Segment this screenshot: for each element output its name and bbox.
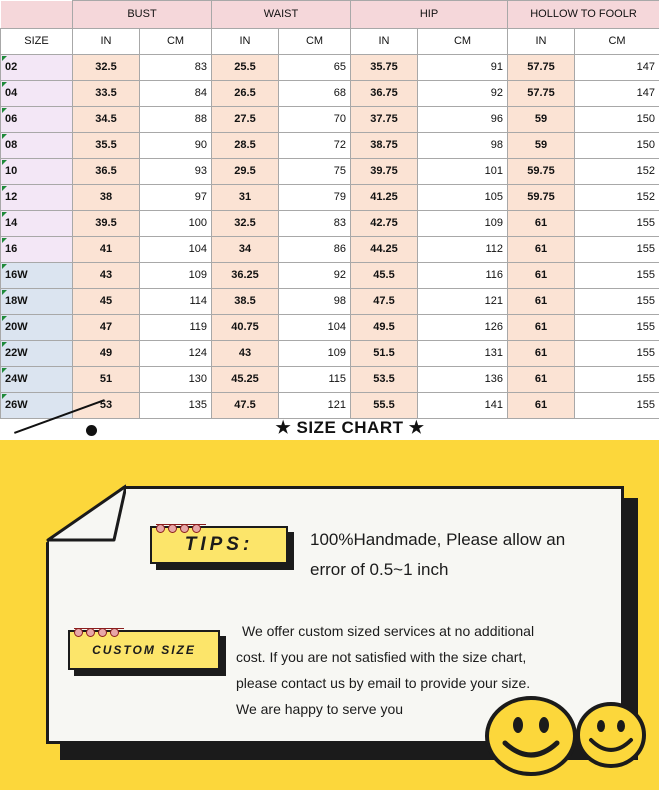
waist-cm-cell: 92	[279, 263, 351, 289]
table-row	[1, 211, 659, 237]
unit-header-cm: CM	[575, 29, 659, 55]
size-cell: 16	[1, 237, 73, 263]
bust-cm-cell: 124	[140, 341, 212, 367]
hollow-cm-cell: 150	[575, 133, 659, 159]
hollow-in-cell: 61	[508, 211, 575, 237]
bust-in-cell: 47	[73, 315, 140, 341]
hollow-cm-cell: 152	[575, 159, 659, 185]
hip-in-cell: 49.5	[351, 315, 418, 341]
bust-in-cell: 36.5	[73, 159, 140, 185]
waist-cm-cell: 75	[279, 159, 351, 185]
table-row	[1, 289, 659, 315]
table-row	[1, 133, 659, 159]
unit-header-in: IN	[73, 29, 140, 55]
hollow-cm-cell: 155	[575, 393, 659, 419]
waist-in-cell: 32.5	[212, 211, 279, 237]
bust-cm-cell: 100	[140, 211, 212, 237]
custom-text-line: please contact us by email to provide your size.	[236, 675, 531, 691]
bust-cm-cell: 84	[140, 81, 212, 107]
unit-header-in: IN	[508, 29, 575, 55]
star-icon: ★	[275, 418, 292, 437]
hip-in-cell: 37.75	[351, 107, 418, 133]
hip-in-cell: 35.75	[351, 55, 418, 81]
hip-cm-cell: 98	[418, 133, 508, 159]
hip-in-cell: 42.75	[351, 211, 418, 237]
hollow-cm-cell: 155	[575, 315, 659, 341]
bust-cm-cell: 114	[140, 289, 212, 315]
size-cell: 16W	[1, 263, 73, 289]
waist-cm-cell: 65	[279, 55, 351, 81]
hip-in-cell: 41.25	[351, 185, 418, 211]
custom-size-badge-label: CUSTOM SIZE	[92, 643, 196, 657]
bust-cm-cell: 104	[140, 237, 212, 263]
table-row	[1, 393, 659, 419]
hip-cm-cell: 96	[418, 107, 508, 133]
hollow-in-cell: 61	[508, 341, 575, 367]
bust-cm-cell: 88	[140, 107, 212, 133]
hollow-in-cell: 59.75	[508, 159, 575, 185]
table-row	[1, 159, 659, 185]
hollow-in-cell: 61	[508, 263, 575, 289]
bust-cm-cell: 93	[140, 159, 212, 185]
bust-in-cell: 33.5	[73, 81, 140, 107]
unit-header-cm: CM	[418, 29, 508, 55]
table-row	[1, 341, 659, 367]
bust-in-cell: 41	[73, 237, 140, 263]
hollow-in-cell: 61	[508, 393, 575, 419]
bust-in-cell: 43	[73, 263, 140, 289]
size-cell: 24W	[1, 367, 73, 393]
size-chart-title-text: SIZE CHART	[296, 418, 404, 437]
group-header-waist: WAIST	[212, 1, 351, 29]
waist-in-cell: 45.25	[212, 367, 279, 393]
waist-cm-cell: 115	[279, 367, 351, 393]
table-row	[1, 367, 659, 393]
unit-header-cm: CM	[279, 29, 351, 55]
hip-cm-cell: 92	[418, 81, 508, 107]
tips-text-line: error of 0.5~1 inch	[310, 560, 449, 579]
size-cell: 12	[1, 185, 73, 211]
custom-text-line: cost. If you are not satisfied with the size chart,	[236, 649, 527, 665]
waist-in-cell: 28.5	[212, 133, 279, 159]
hollow-in-cell: 61	[508, 367, 575, 393]
waist-cm-cell: 70	[279, 107, 351, 133]
size-cell: 22W	[1, 341, 73, 367]
bust-in-cell: 49	[73, 341, 140, 367]
bust-in-cell: 39.5	[73, 211, 140, 237]
table-row	[1, 107, 659, 133]
waist-in-cell: 40.75	[212, 315, 279, 341]
hip-cm-cell: 109	[418, 211, 508, 237]
waist-in-cell: 36.25	[212, 263, 279, 289]
bust-in-cell: 51	[73, 367, 140, 393]
size-cell: 02	[1, 55, 73, 81]
table-row	[1, 185, 659, 211]
hip-cm-cell: 141	[418, 393, 508, 419]
size-cell: 08	[1, 133, 73, 159]
hip-cm-cell: 112	[418, 237, 508, 263]
waist-cm-cell: 72	[279, 133, 351, 159]
hip-in-cell: 47.5	[351, 289, 418, 315]
tips-badge-label: TIPS:	[184, 534, 254, 555]
waist-in-cell: 26.5	[212, 81, 279, 107]
hip-in-cell: 44.25	[351, 237, 418, 263]
waist-cm-cell: 104	[279, 315, 351, 341]
table-row	[1, 55, 659, 81]
hollow-in-cell: 61	[508, 237, 575, 263]
custom-size-badge	[68, 630, 228, 676]
unit-header-cm: CM	[140, 29, 212, 55]
hollow-cm-cell: 155	[575, 237, 659, 263]
hip-cm-cell: 131	[418, 341, 508, 367]
waist-in-cell: 47.5	[212, 393, 279, 419]
group-header-hip: HIP	[351, 1, 508, 29]
waist-in-cell: 31	[212, 185, 279, 211]
table-corner-blank	[1, 1, 73, 29]
hollow-cm-cell: 147	[575, 55, 659, 81]
hollow-cm-cell: 155	[575, 263, 659, 289]
bust-in-cell: 45	[73, 289, 140, 315]
hip-in-cell: 45.5	[351, 263, 418, 289]
unit-header-in: IN	[212, 29, 279, 55]
bust-cm-cell: 83	[140, 55, 212, 81]
waist-cm-cell: 86	[279, 237, 351, 263]
hollow-cm-cell: 155	[575, 289, 659, 315]
hip-in-cell: 53.5	[351, 367, 418, 393]
size-cell: 10	[1, 159, 73, 185]
hollow-in-cell: 61	[508, 315, 575, 341]
hollow-in-cell: 59	[508, 107, 575, 133]
group-header-bust: BUST	[73, 1, 212, 29]
size-column-header: SIZE	[1, 29, 73, 55]
size-cell: 20W	[1, 315, 73, 341]
tips-text	[310, 525, 610, 585]
star-icon: ★	[408, 418, 425, 437]
hip-cm-cell: 126	[418, 315, 508, 341]
table-body	[1, 55, 659, 419]
size-cell: 04	[1, 81, 73, 107]
waist-in-cell: 34	[212, 237, 279, 263]
waist-in-cell: 38.5	[212, 289, 279, 315]
bust-cm-cell: 97	[140, 185, 212, 211]
unit-header-in: IN	[351, 29, 418, 55]
waist-in-cell: 27.5	[212, 107, 279, 133]
group-header-hollow: HOLLOW TO FOOLR	[508, 1, 659, 29]
hip-cm-cell: 91	[418, 55, 508, 81]
bust-in-cell: 38	[73, 185, 140, 211]
custom-text-line: We are happy to serve you	[236, 701, 404, 717]
hip-cm-cell: 105	[418, 185, 508, 211]
waist-in-cell: 29.5	[212, 159, 279, 185]
hollow-cm-cell: 152	[575, 185, 659, 211]
tips-badge	[150, 526, 296, 570]
bust-in-cell: 53	[73, 393, 140, 419]
bust-in-cell: 32.5	[73, 55, 140, 81]
hollow-cm-cell: 155	[575, 211, 659, 237]
page-fold-icon	[44, 484, 126, 544]
size-cell: 06	[1, 107, 73, 133]
hollow-cm-cell: 155	[575, 341, 659, 367]
hollow-cm-cell: 150	[575, 107, 659, 133]
hollow-cm-cell: 155	[575, 367, 659, 393]
size-cell: 26W	[1, 393, 73, 419]
bust-cm-cell: 135	[140, 393, 212, 419]
hollow-in-cell: 61	[508, 289, 575, 315]
smiley-face-icon	[483, 695, 579, 777]
tips-text-line: 100%Handmade, Please allow an	[310, 530, 566, 549]
size-cell: 14	[1, 211, 73, 237]
hip-in-cell: 36.75	[351, 81, 418, 107]
bust-in-cell: 35.5	[73, 133, 140, 159]
smiley-face-icon	[574, 700, 648, 770]
hollow-in-cell: 57.75	[508, 55, 575, 81]
hollow-in-cell: 59	[508, 133, 575, 159]
waist-cm-cell: 121	[279, 393, 351, 419]
hip-cm-cell: 136	[418, 367, 508, 393]
hip-in-cell: 51.5	[351, 341, 418, 367]
bust-cm-cell: 119	[140, 315, 212, 341]
hip-in-cell: 55.5	[351, 393, 418, 419]
table-row	[1, 81, 659, 107]
hollow-in-cell: 59.75	[508, 185, 575, 211]
hip-in-cell: 38.75	[351, 133, 418, 159]
table-row	[1, 263, 659, 289]
hollow-in-cell: 57.75	[508, 81, 575, 107]
bust-in-cell: 34.5	[73, 107, 140, 133]
size-cell: 18W	[1, 289, 73, 315]
waist-cm-cell: 83	[279, 211, 351, 237]
size-chart-title	[0, 418, 659, 438]
waist-in-cell: 25.5	[212, 55, 279, 81]
hip-in-cell: 39.75	[351, 159, 418, 185]
bust-cm-cell: 130	[140, 367, 212, 393]
custom-text-line: We offer custom sized services at no additional	[242, 623, 535, 639]
hollow-cm-cell: 147	[575, 81, 659, 107]
waist-cm-cell: 98	[279, 289, 351, 315]
hip-cm-cell: 101	[418, 159, 508, 185]
hip-cm-cell: 116	[418, 263, 508, 289]
hip-cm-cell: 121	[418, 289, 508, 315]
waist-cm-cell: 109	[279, 341, 351, 367]
waist-cm-cell: 79	[279, 185, 351, 211]
table-row	[1, 315, 659, 341]
bust-cm-cell: 109	[140, 263, 212, 289]
waist-cm-cell: 68	[279, 81, 351, 107]
waist-in-cell: 43	[212, 341, 279, 367]
table-row	[1, 237, 659, 263]
bust-cm-cell: 90	[140, 133, 212, 159]
